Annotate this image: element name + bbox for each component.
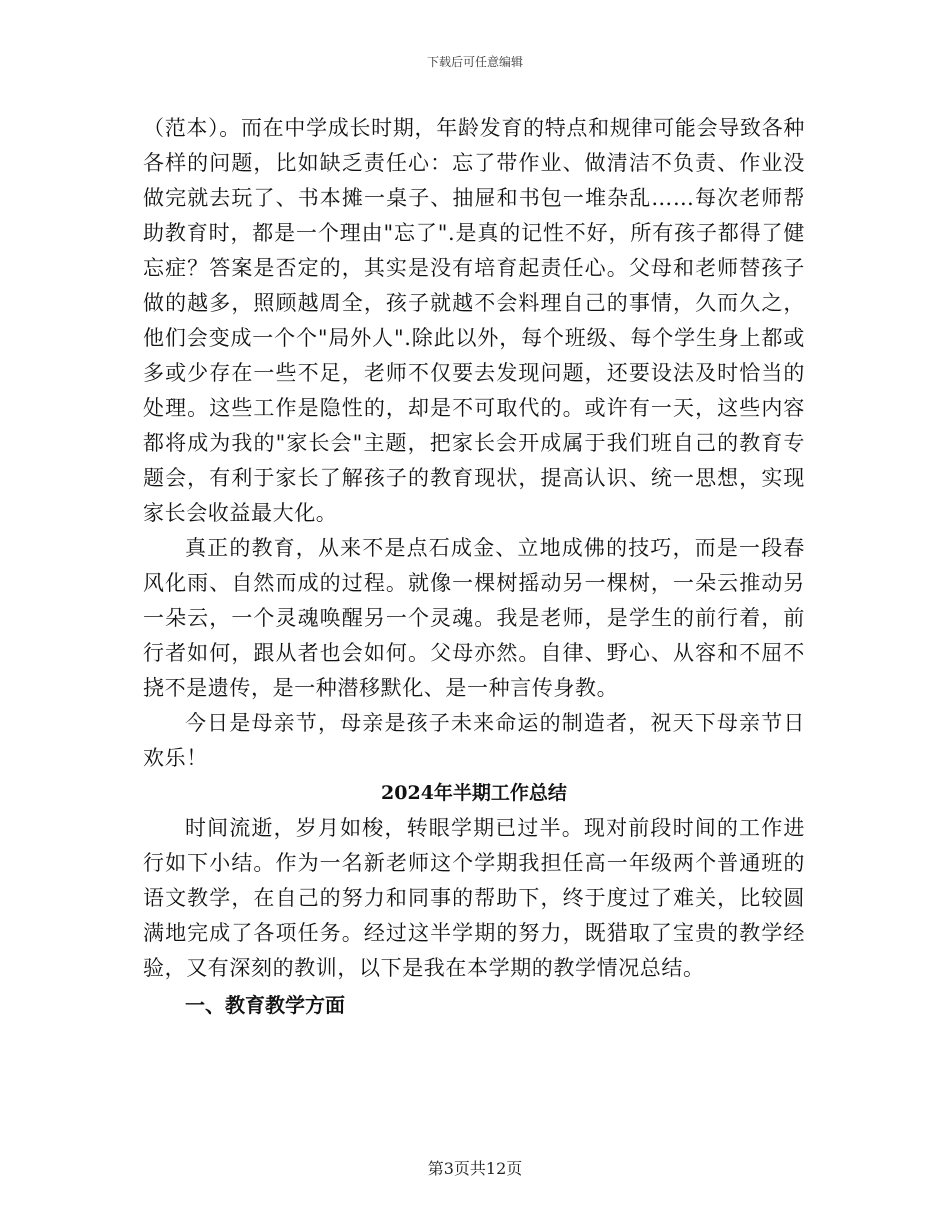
section-title: 2024年半期工作总结	[381, 782, 567, 804]
page-number: 第3页共12页	[427, 1159, 523, 1178]
paragraph-continuation: （范本）。而在中学成长时期，年龄发育的特点和规律可能会导致各种各样的问题，比如缺乏责任心：忘了带作业、做清洁不负责、作业没做完就去玩了、书本摊一桌子、抽屉和书包一堆杂乱……每次老师帮助教育时，都是一个理由"忘了".是真的记性不好，所有孩子都得了健忘症？答案是否定的，其实是没有培育起责任心。父母和老师替孩子做的越多，照顾越周全，孩子就越不会料理自己的事情，久而久之，他们会变成一个个"局外人".除此以外，每个班级、每个学生身上都或多或少存在一些不足，老师不仅要去发现问题，还要设法及时恰当的处理。这些工作是隐性的，却是不可取代的。或许有一天，这些内容都将成为我的"家长会"主题，把家长会开成属于我们班自己的教育专题会，有利于家长了解孩子的教育现状，提高认识、统一思想，实现家长会收益最大化。	[143, 116, 805, 525]
subheading-teaching: 一、教育教学方面	[185, 993, 345, 1017]
paragraph-mothers-day: 今日是母亲节，母亲是孩子未来命运的制造者，祝天下母亲节日欢乐！	[143, 711, 805, 770]
paragraph-true-education: 真正的教育，从来不是点石成金、立地成佛的技巧，而是一段春风化雨、自然而成的过程。就像一棵树摇动另一棵树，一朵云推动另一朵云，一个灵魂唤醒另一个灵魂。我是老师，是学生的前行着，前行者如何，跟从者也会如何。父母亦然。自律、野心、从容和不屈不挠不是遗传，是一种潜移默化、是一种言传身教。	[143, 536, 805, 700]
page-header: 下载后可任意编辑	[426, 55, 523, 69]
paragraph-summary-intro: 时间流逝，岁月如梭，转眼学期已过半。现对前段时间的工作进行如下小结。作为一名新老师这个学期我担任高一年级两个普通班的语文教学，在自己的努力和同事的帮助下，终于度过了难关，比较圆满地完成了各项任务。经过这半学期的努力，既猎取了宝贵的教学经验，又有深刻的教训，以下是我在本学期的教学情况总结。	[143, 816, 805, 980]
document-body	[143, 111, 805, 1024]
